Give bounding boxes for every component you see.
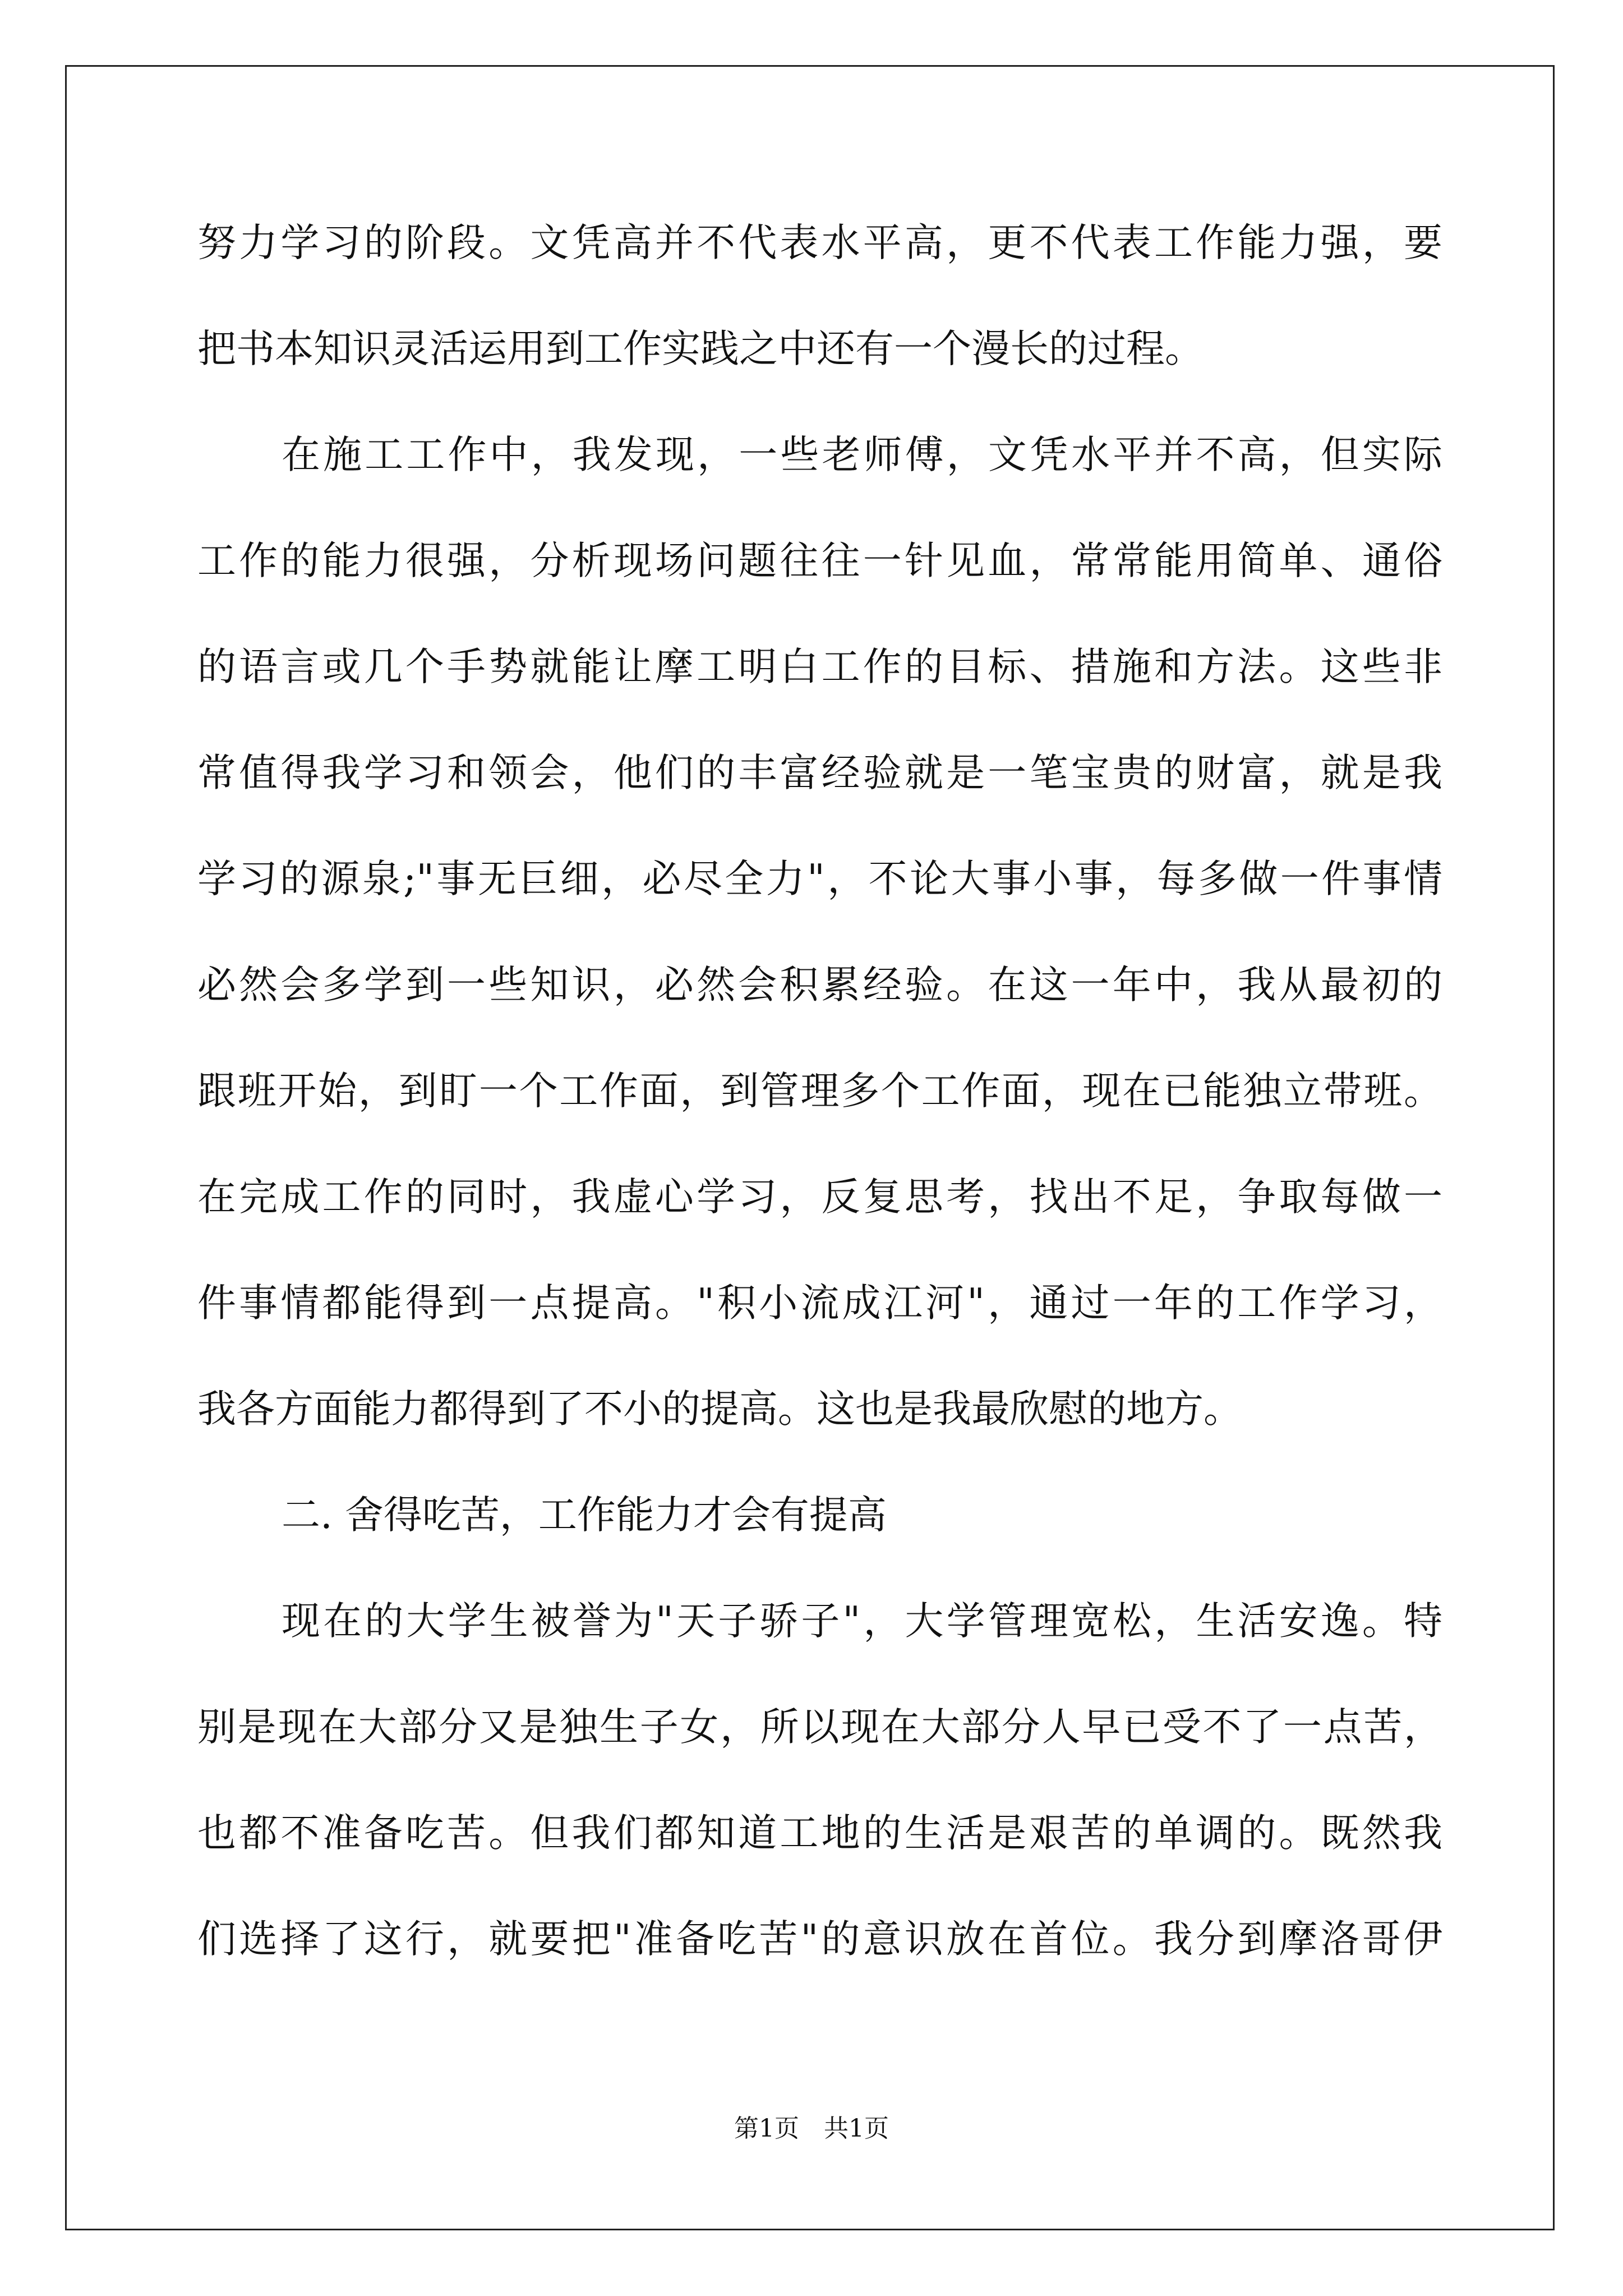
- text-line: 努力学习的阶段。文凭高并不代表水平高，更不代表工作能力强，要: [197, 220, 1442, 265]
- text-line: 学习的源泉;"事无巨细，必尽全力"，不论大事小事，每多做一件事情: [197, 857, 1442, 901]
- text-line: 件事情都能得到一点提高。"积小流成江河"，通过一年的工作学习，: [197, 1281, 1442, 1326]
- text-line: 跟班开始，到盯一个工作面，到管理多个工作面，现在已能独立带班。: [197, 1069, 1442, 1114]
- text-line: 现在的大学生被誉为"天子骄子"，大学管理宽松，生活安逸。特: [282, 1599, 1442, 1644]
- document-body: [197, 217, 1442, 2019]
- text-line: 别是现在大部分又是独生子女，所以现在大部分人早已受不了一点苦，: [197, 1705, 1442, 1750]
- text-line: 工作的能力很强，分析现场问题往往一针见血，常常能用简单、通俗: [197, 539, 1442, 583]
- text-line: 常值得我学习和领会，他们的丰富经验就是一笔宝贵的财富，就是我: [197, 751, 1442, 795]
- text-line: 把书本知识灵活运用到工作实践之中还有一个漫长的过程。: [197, 326, 1204, 371]
- text-line: 的语言或几个手势就能让摩工明白工作的目标、措施和方法。这些非: [197, 645, 1442, 689]
- text-line: 在施工工作中，我发现，一些老师傅，文凭水平并不高，但实际: [282, 432, 1442, 477]
- text-line: 们选择了这行，就要把"准备吃苦"的意识放在首位。我分到摩洛哥伊: [197, 1917, 1442, 1962]
- text-line: 我各方面能力都得到了不小的提高。这也是我最欣慰的地方。: [197, 1387, 1242, 1432]
- text-line: 在完成工作的同时，我虚心学习，反复思考，找出不足，争取每做一: [197, 1175, 1442, 1220]
- text-line: 也都不准备吃苦。但我们都知道工地的生活是艰苦的单调的。既然我: [197, 1811, 1442, 1856]
- text-line: 必然会多学到一些知识，必然会积累经验。在这一年中，我从最初的: [197, 963, 1442, 1007]
- section-heading: 二. 舍得吃苦，工作能力才会有提高: [282, 1493, 887, 1538]
- page-footer: 第1页 共1页: [734, 2114, 889, 2143]
